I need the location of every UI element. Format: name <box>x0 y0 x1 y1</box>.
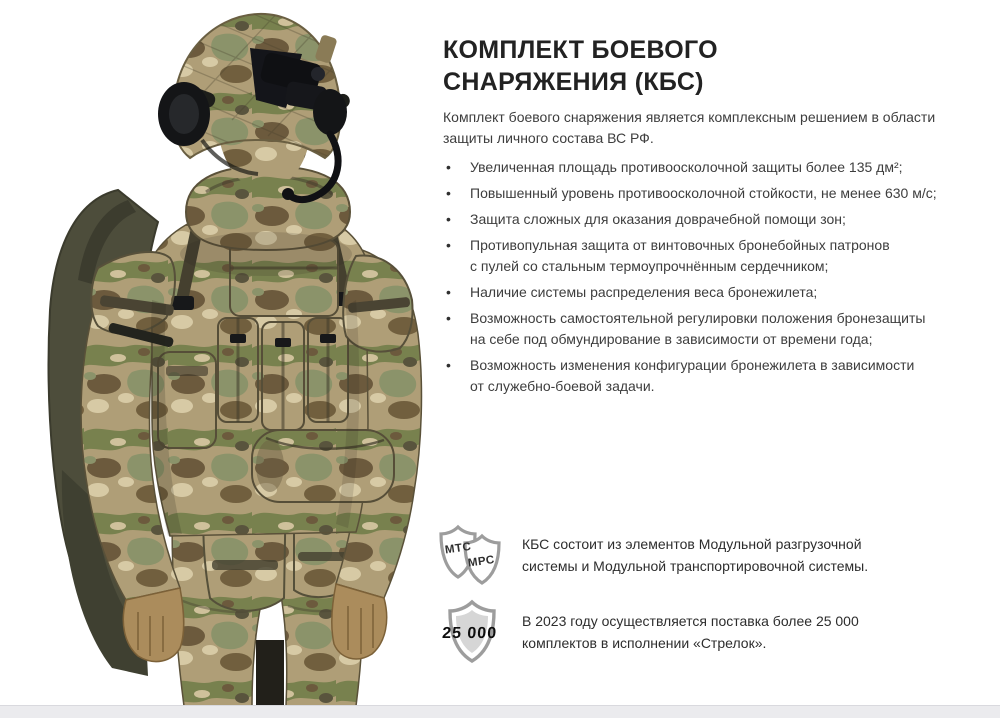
content-column <box>443 34 955 402</box>
bullet-dot: • <box>446 211 451 227</box>
bullet-dot: • <box>446 357 451 373</box>
badge-row-25000 <box>436 599 956 665</box>
page-title-line2: СНАРЯЖЕНИЯ (КБС) <box>443 68 704 96</box>
soldier-photo <box>0 0 432 706</box>
bullet-dot: • <box>446 237 451 253</box>
intro-paragraph: Комплект боевого снаряжения является комплексным решением в области защиты личного состава ВС РФ. <box>443 109 936 146</box>
shield-front-label: МРС <box>467 554 496 570</box>
list-item: • Возможность изменения конфигурации бронежилета в зависимости от служебно-боевой задачи. <box>446 357 915 394</box>
badge-text: В 2023 году осуществляется поставка более 25 000 комплектов в исполнении «Стрелок». <box>522 613 859 651</box>
features-list <box>443 157 955 397</box>
list-item: • Возможность самостоятельной регулировки положения бронезащиты на себе под обмундирование в зависимости от времени года; <box>446 310 926 347</box>
list-item: • Наличие системы распределения веса бронежилета; <box>443 282 955 303</box>
badges-section <box>436 524 956 678</box>
list-item: • Повышенный уровень противоосколочной стойкости, не менее 630 м/с; <box>443 183 955 204</box>
bullet-dot: • <box>446 185 451 201</box>
badge-row-mts-mps <box>436 524 956 586</box>
list-item: • Противопульная защита от винтовочных бронебойных патронов с пулей со стальным термоупрочнённым сердечником; <box>446 237 890 274</box>
footer-bar <box>0 705 1000 718</box>
bullet-dot: • <box>446 310 451 326</box>
list-item: • Увеличенная площадь противоосколочной защиты более 135 дм²; <box>443 157 955 178</box>
mts-mps-double-shield-icon <box>436 524 522 586</box>
shield-back-label: МТС <box>444 540 473 557</box>
page-title-line1: КОМПЛЕКТ БОЕВОГО <box>443 36 718 64</box>
page-title <box>443 34 955 98</box>
list-item: • Защита сложных для оказания доврачебной помощи зон; <box>443 209 955 230</box>
bullet-dot: • <box>446 284 451 300</box>
soldier-illustration <box>0 0 432 706</box>
shield-25000-label: 25 000 <box>441 625 498 642</box>
bullet-dot: • <box>446 159 451 175</box>
shield-25000-icon <box>436 599 522 665</box>
badge-text: КБС состоит из элементов Модульной разгрузочной системы и Модульной транспортировочной системы. <box>522 536 869 574</box>
